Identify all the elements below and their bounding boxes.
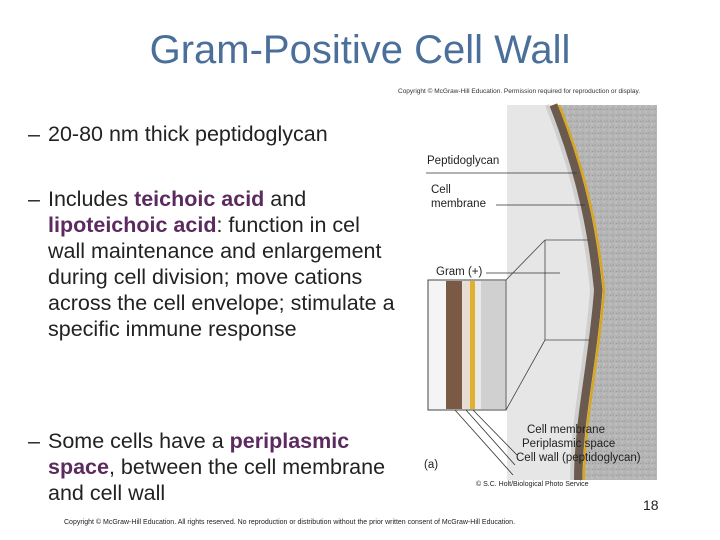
bullet-dash: – [28,122,40,146]
label-cell-membrane-line1: Cell [431,184,451,196]
bullet-text-post: , between the cell membrane and cell wall [48,455,386,505]
highlight-periplasmic-space: periplasmic space [48,429,350,479]
photo-credit: © S.C. Holt/Biological Photo Service [476,481,589,488]
inset-wall-band [446,281,462,409]
page-number: 18 [643,497,659,513]
label-peptidoglycan: Peptidoglycan [427,155,500,167]
bullet-dash: – [28,187,40,211]
label-gram-positive: Gram (+) [436,266,483,278]
label-periplasmic-space: Periplasmic space [522,438,616,450]
bullet-text-pre: Includes [48,187,135,211]
bullet-text-post: : function in cel wall maintenance and enlargement during cell division; move cations across the cell envelope; stimulate a specific immune response [48,213,395,341]
figure-copyright: Copyright © McGraw-Hill Education. Permission required for reproduction or display. [398,88,641,95]
bullet-dash: – [28,429,40,453]
bullet-text-mid: and [264,187,307,211]
highlight-lipoteichoic-acid: lipoteichoic acid [48,213,217,237]
label-cell-membrane: Cell membrane [527,424,605,436]
footer-copyright: Copyright © McGraw-Hill Education. All rights reserved. No reproduction or distribution without the prior written consent of McGraw-Hill Education. [64,519,516,526]
bullet-text: 20-80 nm thick peptidoglycan [48,122,328,146]
inset-cytoplasm [481,281,505,409]
inset-light-band [462,281,470,409]
label-cell-wall: Cell wall (peptidoglycan) [516,452,641,464]
label-panel-a: (a) [424,459,439,471]
highlight-teichoic-acid: teichoic acid [134,187,265,211]
inset-membrane-band [470,281,475,409]
bullet-text-pre: Some cells have a [48,429,230,453]
inset-inner-band [475,281,481,409]
slide-title: Gram-Positive Cell Wall [149,28,571,72]
label-cell-membrane-line2: membrane [431,198,486,210]
